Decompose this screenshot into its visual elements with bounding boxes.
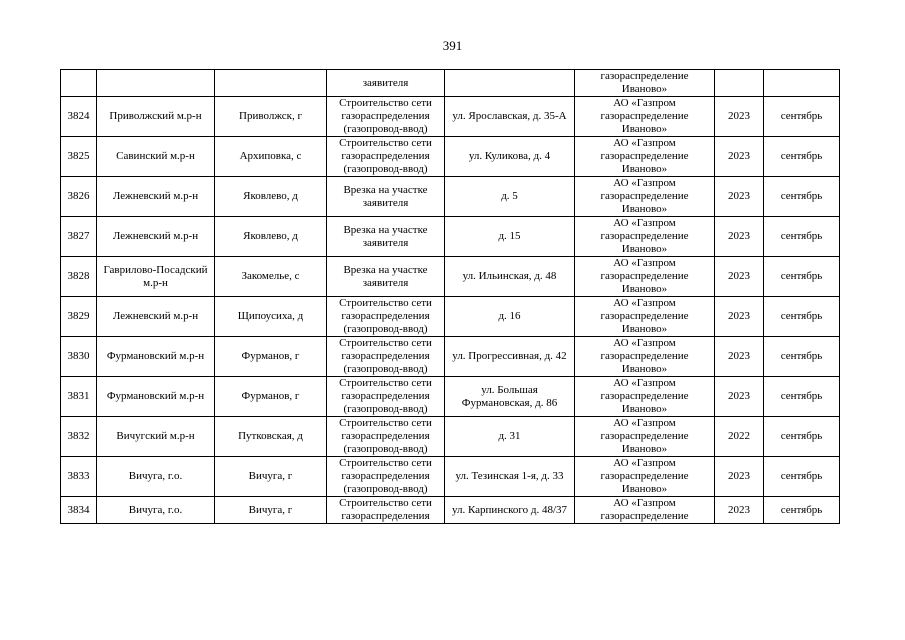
table-row — [61, 457, 840, 497]
cell-locality: Яковлево, д — [215, 177, 327, 217]
cell-month: сентябрь — [764, 297, 840, 337]
cell-district — [97, 70, 215, 97]
cell-locality: Вичуга, г — [215, 457, 327, 497]
cell-work: заявителя — [327, 70, 445, 97]
cell-month: сентябрь — [764, 337, 840, 377]
cell-organization: АО «Газпром газораспределение Иваново» — [575, 297, 715, 337]
cell-district: Вичугский м.р-н — [97, 417, 215, 457]
cell-num: 3833 — [61, 457, 97, 497]
cell-month: сентябрь — [764, 257, 840, 297]
cell-address: д. 15 — [445, 217, 575, 257]
cell-month: сентябрь — [764, 497, 840, 524]
cell-work: Строительство сети газораспределения (газопровод-ввод) — [327, 297, 445, 337]
cell-locality: Яковлево, д — [215, 217, 327, 257]
cell-month: сентябрь — [764, 417, 840, 457]
table-row — [61, 217, 840, 257]
cell-locality: Приволжск, г — [215, 97, 327, 137]
cell-work: Строительство сети газораспределения (газопровод-ввод) — [327, 137, 445, 177]
cell-address: ул. Куликова, д. 4 — [445, 137, 575, 177]
cell-num: 3831 — [61, 377, 97, 417]
cell-year: 2022 — [715, 417, 764, 457]
cell-month: сентябрь — [764, 137, 840, 177]
cell-locality: Фурманов, г — [215, 377, 327, 417]
cell-year: 2023 — [715, 257, 764, 297]
table-row — [61, 377, 840, 417]
cell-locality: Вичуга, г — [215, 497, 327, 524]
page-number: 391 — [442, 38, 463, 53]
cell-organization: АО «Газпром газораспределение Иваново» — [575, 457, 715, 497]
cell-num: 3825 — [61, 137, 97, 177]
cell-num: 3826 — [61, 177, 97, 217]
cell-year — [715, 70, 764, 97]
cell-district: Лежневский м.р-н — [97, 177, 215, 217]
cell-locality: Фурманов, г — [215, 337, 327, 377]
cell-district: Вичуга, г.о. — [97, 497, 215, 524]
cell-address: ул. Карпинского д. 48/37 — [445, 497, 575, 524]
cell-num: 3830 — [61, 337, 97, 377]
cell-work: Врезка на участке заявителя — [327, 217, 445, 257]
cell-organization: АО «Газпром газораспределение Иваново» — [575, 217, 715, 257]
cell-district: Фурмановский м.р-н — [97, 337, 215, 377]
cell-year: 2023 — [715, 377, 764, 417]
table-row — [61, 97, 840, 137]
table-row — [61, 70, 840, 97]
cell-year: 2023 — [715, 217, 764, 257]
gasification-table — [60, 69, 840, 524]
cell-month: сентябрь — [764, 217, 840, 257]
cell-organization: АО «Газпром газораспределение — [575, 497, 715, 524]
cell-work: Врезка на участке заявителя — [327, 177, 445, 217]
cell-address: ул. Большая Фурмановская, д. 86 — [445, 377, 575, 417]
cell-num: 3834 — [61, 497, 97, 524]
table-row — [61, 137, 840, 177]
cell-num: 3828 — [61, 257, 97, 297]
cell-work: Строительство сети газораспределения — [327, 497, 445, 524]
cell-locality: Архиповка, с — [215, 137, 327, 177]
cell-address: ул. Ильинская, д. 48 — [445, 257, 575, 297]
cell-num: 3827 — [61, 217, 97, 257]
cell-district: Приволжский м.р-н — [97, 97, 215, 137]
cell-year: 2023 — [715, 297, 764, 337]
cell-num: 3829 — [61, 297, 97, 337]
cell-num: 3824 — [61, 97, 97, 137]
cell-district: Лежневский м.р-н — [97, 217, 215, 257]
cell-organization: газораспределение Иваново» — [575, 70, 715, 97]
table-row — [61, 417, 840, 457]
table-row — [61, 257, 840, 297]
cell-work: Строительство сети газораспределения (газопровод-ввод) — [327, 377, 445, 417]
cell-num: 3832 — [61, 417, 97, 457]
cell-locality: Щипоусиха, д — [215, 297, 327, 337]
cell-address: ул. Прогрессивная, д. 42 — [445, 337, 575, 377]
table-row — [61, 337, 840, 377]
table-row — [61, 297, 840, 337]
cell-work: Строительство сети газораспределения (газопровод-ввод) — [327, 97, 445, 137]
cell-month: сентябрь — [764, 377, 840, 417]
table-row — [61, 177, 840, 217]
cell-work: Врезка на участке заявителя — [327, 257, 445, 297]
cell-year: 2023 — [715, 177, 764, 217]
cell-organization: АО «Газпром газораспределение Иваново» — [575, 177, 715, 217]
cell-work: Строительство сети газораспределения (газопровод-ввод) — [327, 457, 445, 497]
cell-address: ул. Ярославская, д. 35-А — [445, 97, 575, 137]
cell-locality — [215, 70, 327, 97]
cell-organization: АО «Газпром газораспределение Иваново» — [575, 417, 715, 457]
cell-month: сентябрь — [764, 457, 840, 497]
cell-month: сентябрь — [764, 97, 840, 137]
cell-district: Фурмановский м.р-н — [97, 377, 215, 417]
cell-organization: АО «Газпром газораспределение Иваново» — [575, 377, 715, 417]
table-row — [61, 497, 840, 524]
cell-organization: АО «Газпром газораспределение Иваново» — [575, 97, 715, 137]
cell-year: 2023 — [715, 497, 764, 524]
cell-organization: АО «Газпром газораспределение Иваново» — [575, 137, 715, 177]
cell-year: 2023 — [715, 137, 764, 177]
cell-organization: АО «Газпром газораспределение Иваново» — [575, 337, 715, 377]
cell-district: Гаврилово-Посадский м.р-н — [97, 257, 215, 297]
cell-year: 2023 — [715, 457, 764, 497]
cell-locality: Закомелье, с — [215, 257, 327, 297]
cell-month: сентябрь — [764, 177, 840, 217]
cell-address: ул. Тезинская 1-я, д. 33 — [445, 457, 575, 497]
cell-month — [764, 70, 840, 97]
cell-address: д. 31 — [445, 417, 575, 457]
cell-address — [445, 70, 575, 97]
cell-district: Вичуга, г.о. — [97, 457, 215, 497]
cell-district: Савинский м.р-н — [97, 137, 215, 177]
cell-work: Строительство сети газораспределения (газопровод-ввод) — [327, 417, 445, 457]
cell-num — [61, 70, 97, 97]
cell-address: д. 5 — [445, 177, 575, 217]
cell-year: 2023 — [715, 337, 764, 377]
cell-locality: Путковская, д — [215, 417, 327, 457]
cell-address: д. 16 — [445, 297, 575, 337]
cell-year: 2023 — [715, 97, 764, 137]
cell-work: Строительство сети газораспределения (газопровод-ввод) — [327, 337, 445, 377]
cell-district: Лежневский м.р-н — [97, 297, 215, 337]
cell-organization: АО «Газпром газораспределение Иваново» — [575, 257, 715, 297]
